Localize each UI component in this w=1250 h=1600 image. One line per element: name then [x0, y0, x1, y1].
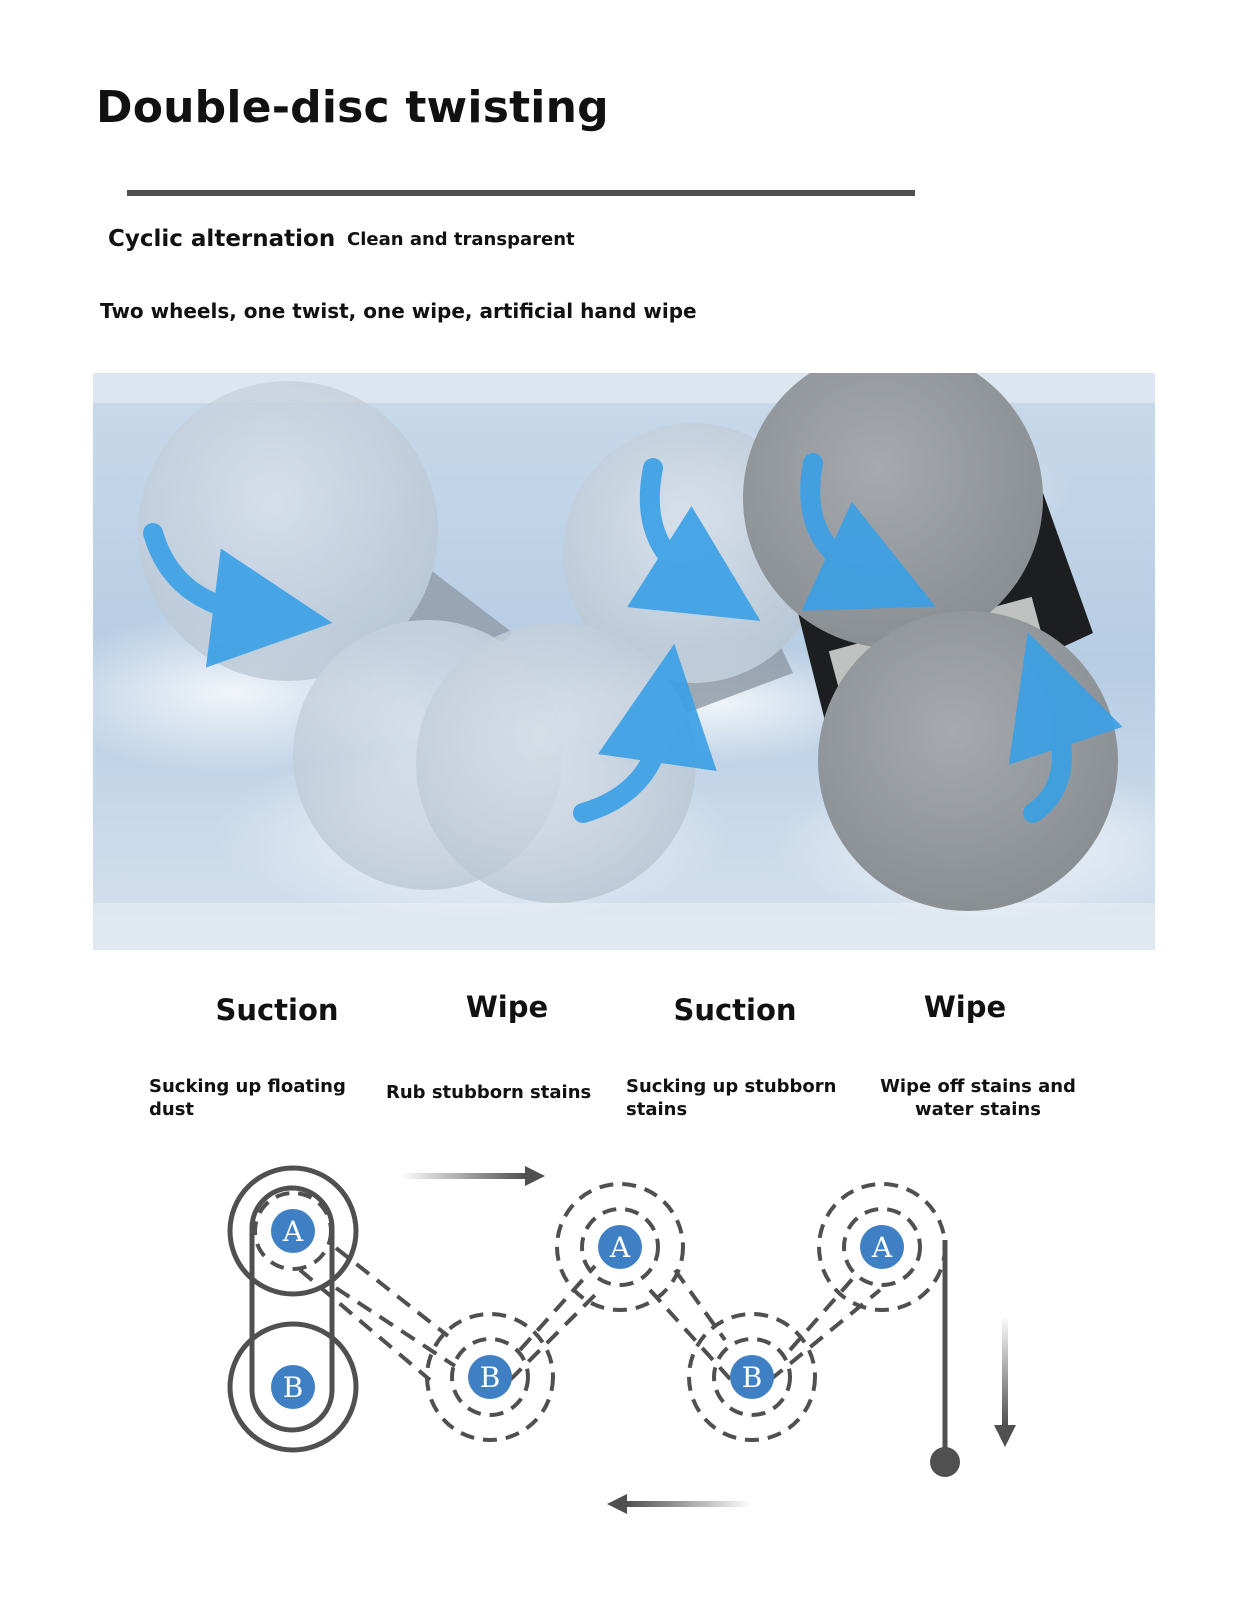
step-3-description: Sucking up stubborn stains [626, 1076, 837, 1120]
disc-a [271, 1209, 315, 1253]
title-divider [127, 190, 915, 196]
disc-a-label: A [609, 1231, 631, 1264]
disc-a [598, 1225, 642, 1269]
direction-arrow-left [607, 1494, 752, 1514]
disc-a-label: A [871, 1231, 893, 1264]
step-2-title: Wipe [465, 990, 549, 1024]
disc-b-label: B [741, 1361, 763, 1394]
direction-arrow-right [400, 1166, 545, 1186]
step-4-title: Wipe [923, 990, 1007, 1024]
disc-a [860, 1225, 904, 1269]
disc-b [468, 1355, 512, 1399]
step-1-description: Sucking up floating dust [149, 1076, 346, 1120]
disc-b [730, 1355, 774, 1399]
disc-rings [255, 1184, 945, 1440]
step-4-description: Wipe off stains and water stains [880, 1076, 1076, 1120]
step-1-title: Suction [215, 993, 339, 1027]
motion-path-diagram [0, 1150, 1250, 1530]
subtitle-main: Cyclic alternation [108, 226, 336, 252]
step-2-description: Rub stubborn stains [386, 1082, 592, 1103]
end-dot [930, 1447, 960, 1477]
disc-b [271, 1365, 315, 1409]
step-3-title: Suction [673, 993, 797, 1027]
disc-b-label: B [479, 1361, 501, 1394]
tagline: Two wheels, one twist, one wipe, artificial hand wipe [100, 299, 697, 323]
product-photo [93, 373, 1155, 950]
page-title: Double-disc twisting [96, 82, 609, 133]
disc-b-label: B [282, 1371, 304, 1404]
subtitle-secondary: Clean and transparent [347, 229, 575, 250]
direction-arrow-down [994, 1315, 1016, 1447]
product-photo-illustration [93, 373, 1155, 950]
disc-a-label: A [282, 1215, 304, 1248]
